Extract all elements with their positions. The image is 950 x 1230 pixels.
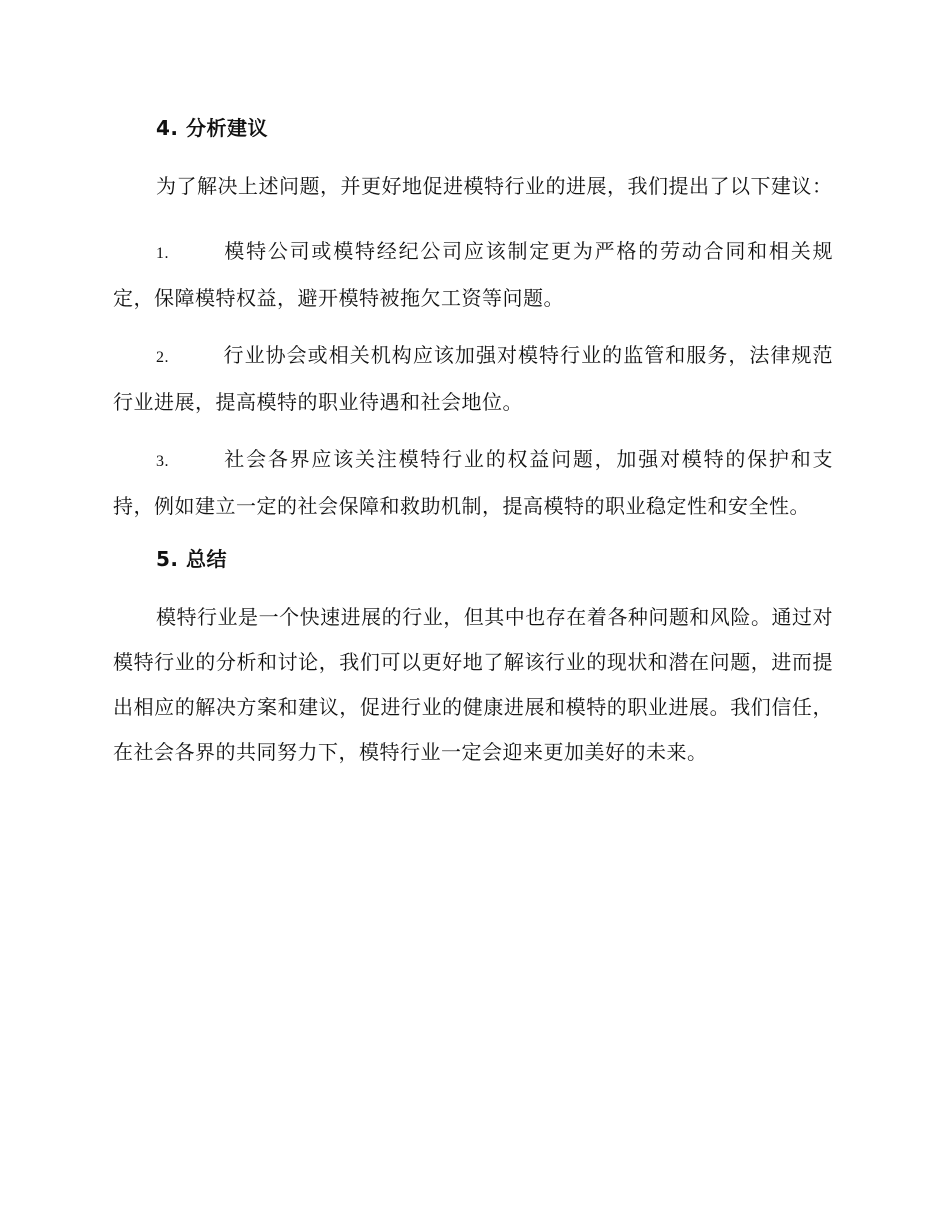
recommendation-text-2: 行业协会或相关机构应该加强对模特行业的监管和服务，法律规范行业进展，提高模特的职业待遇和社会地位。	[113, 343, 833, 414]
recommendation-item-3	[113, 437, 833, 529]
summary-paragraph: 模特行业是一个快速进展的行业，但其中也存在着各种问题和风险。通过对模特行业的分析和讨论，我们可以更好地了解该行业的现状和潜在问题，进而提出相应的解决方案和建议，促进行业的健康进展和模特的职业进展。我们信任，在社会各界的共同努力下，模特行业一定会迎来更加美好的未来。	[113, 605, 833, 764]
recommendation-text-1: 模特公司或模特经纪公司应该制定更为严格的劳动合同和相关规定，保障模特权益，避开模特被拖欠工资等问题。	[113, 239, 833, 310]
recommendation-number-2: 2.	[156, 349, 169, 366]
section-heading-analysis: 4. 分析建议	[156, 116, 268, 140]
document-content	[113, 112, 833, 775]
recommendation-item-2	[113, 333, 833, 425]
analysis-intro-paragraph: 为了解决上述问题，并更好地促进模特行业的进展，我们提出了以下建议：	[156, 174, 833, 198]
recommendation-number-3: 3.	[156, 453, 169, 470]
recommendation-text-3: 社会各界应该关注模特行业的权益问题，加强对模特的保护和支持，例如建立一定的社会保障和救助机制，提高模特的职业稳定性和安全性。	[113, 447, 833, 518]
recommendation-item-1	[113, 229, 833, 321]
section-heading-summary: 5. 总结	[156, 547, 227, 571]
recommendation-number-1: 1.	[156, 245, 169, 262]
